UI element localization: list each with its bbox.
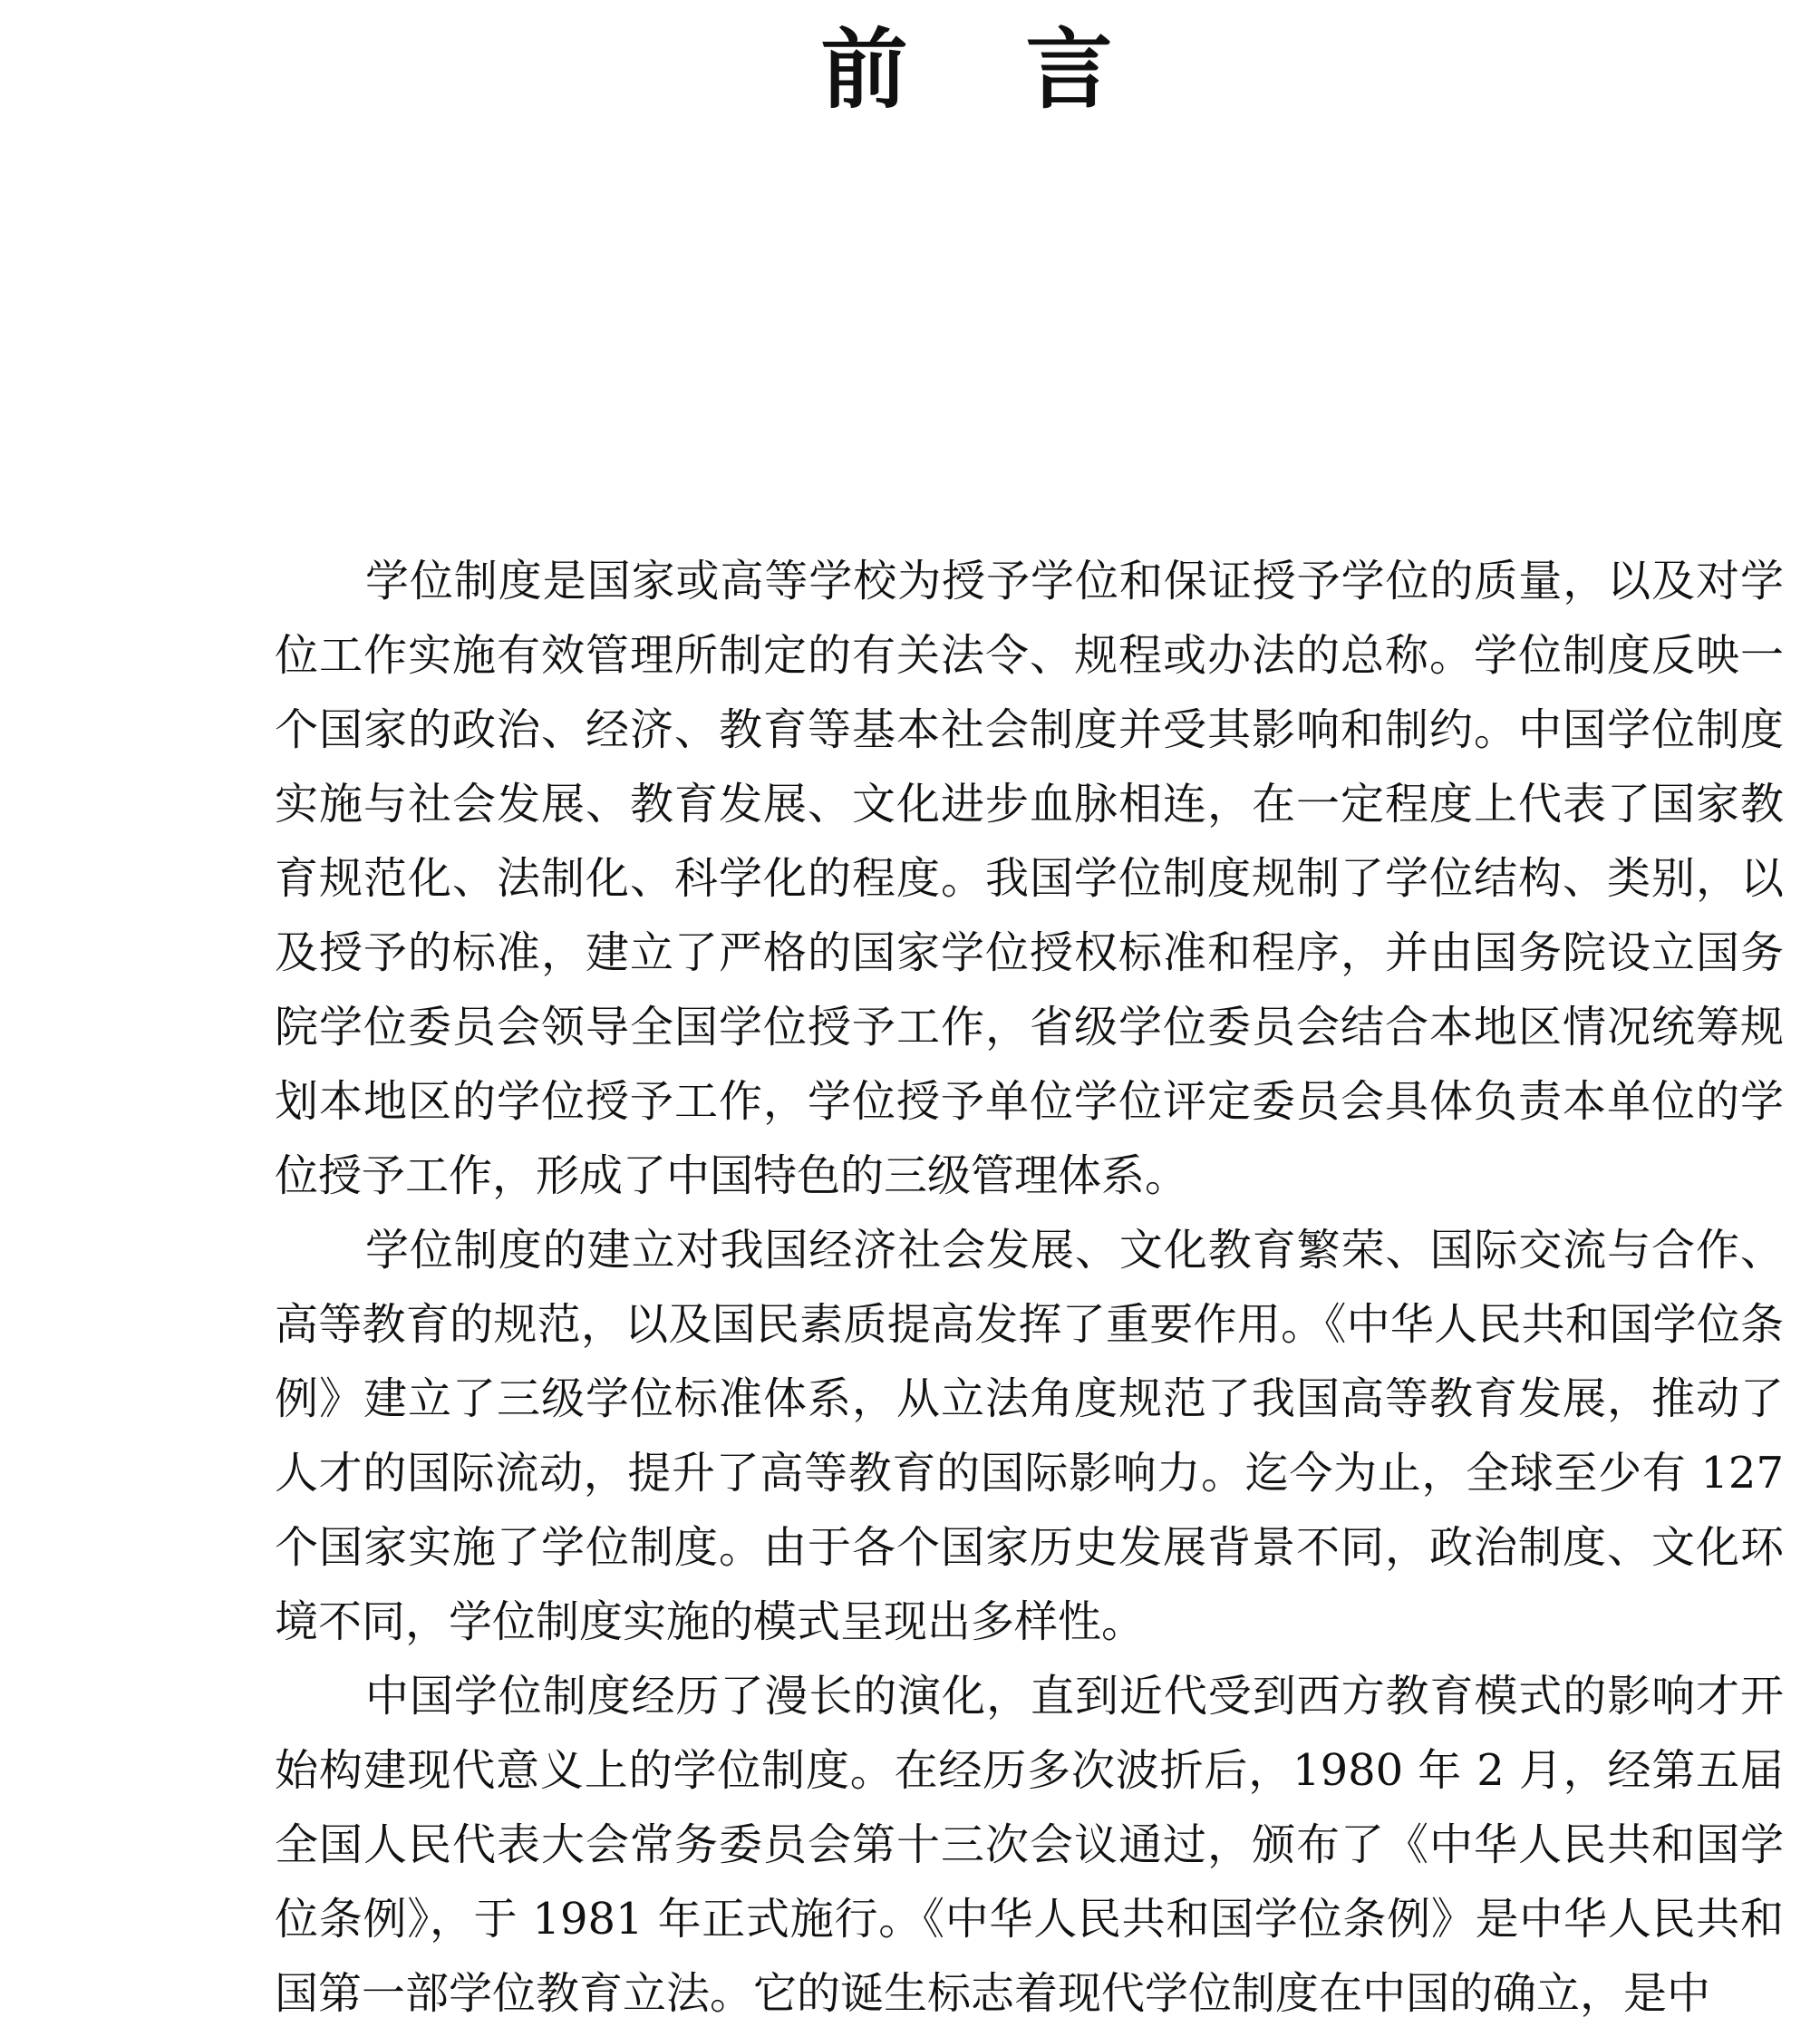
body-text [275, 544, 1784, 2031]
paragraph-2: 学位制度的建立对我国经济社会发展、文化教育繁荣、国际交流与合作、高等教育的规范，以及国民素质提高发挥了重要作用。《中华人民共和国学位条例》建立了三级学位标准体系，从立法角度规范了我国高等教育发展，推动了人才的国际流动，提升了高等教育的国际影响力。迄今为止，全球至少有 127 个国家实施了学位制度。由于各个国家历史发展背景不同，政治制度、文化环境不同，学位制度实施的模式呈现出多样性。 [275, 1225, 1784, 1647]
title-char-2: 言 [1025, 18, 1113, 121]
paragraph-1: 学位制度是国家或高等学校为授予学位和保证授予学位的质量，以及对学位工作实施有效管理所制定的有关法令、规程或办法的总称。学位制度反映一个国家的政治、经济、教育等基本社会制度并受其影响和制约。中国学位制度实施与社会发展、教育发展、文化进步血脉相连，在一定程度上代表了国家教育规范化、法制化、科学化的程度。我国学位制度规制了学位结构、类别，以及授予的标准，建立了严格的国家学位授权标准和程序，并由国务院设立国务院学位委员会领导全国学位授予工作，省级学位委员会结合本地区情况统筹规划本地区的学位授予工作，学位授予单位学位评定委员会具体负责本单位的学位授予工作，形成了中国特色的三级管理体系。 [275, 556, 1784, 1201]
title-char-1: 前 [820, 18, 908, 121]
page-title [0, 20, 1820, 120]
paragraph-3: 中国学位制度经历了漫长的演化，直到近代受到西方教育模式的影响才开始构建现代意义上的学位制度。在经历多次波折后，1980 年 2 月，经第五届全国人民代表大会常务委员会第十三次会议通过，颁布了《中华人民共和国学位条例》，于 1981 年正式施行。《中华人民共和国学位条例》是中华人民共和国第一部学位教育立法。它的诞生标志着现代学位制度在中国的确立，是中 [275, 1671, 1784, 2019]
